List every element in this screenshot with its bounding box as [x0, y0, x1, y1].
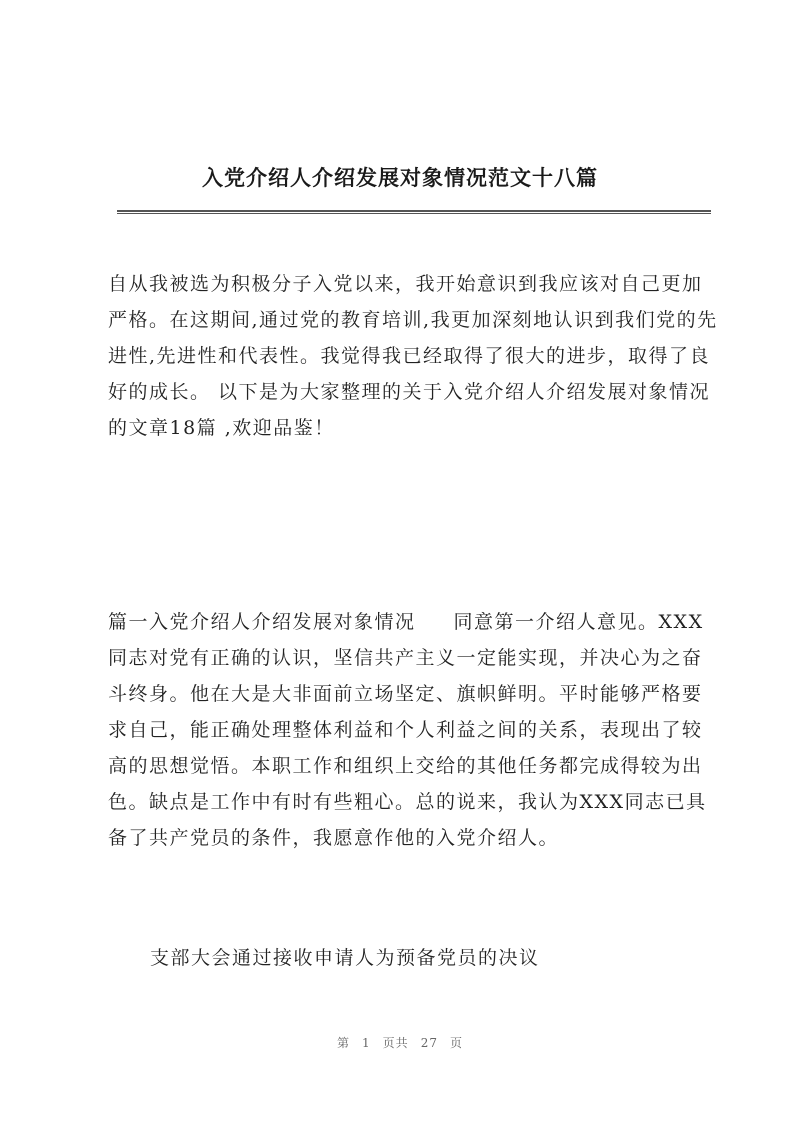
title-divider	[117, 210, 711, 214]
section-1-body: 同意第一介绍人意见。XXX同志对党有正确的认识，坚信共产主义一定能实现，并决心为之奋斗终身。他在大是大非面前立场坚定、旗帜鲜明。平时能够严格要求自己，能正确处理整体利益和个人利益之间的关系，表现出了较高的思想觉悟。本职工作和组织上交给的其他任务都完成得较为出色。缺点是工作中有时有些粗心。总的说来，我认为XXX同志已具备了共产党员的条件，我愿意作他的入党介绍人。	[108, 611, 707, 849]
document-title: 入党介绍人介绍发展对象情况范文十八篇	[202, 165, 598, 190]
footer-label-of: 页共	[382, 1036, 409, 1050]
footer-label-end: 页	[449, 1036, 463, 1050]
footer-label-page: 第	[337, 1036, 351, 1050]
subheading: 支部大会通过接收申请人为预备党员的决议	[150, 947, 540, 969]
section-1-paragraph	[108, 604, 718, 856]
intro-paragraph: 自从我被选为积极分子入党以来，我开始意识到我应该对自己更加严格。在这期间,通过党的教育培训,我更加深刻地认识到我们党的先进性,先进性和代表性。我觉得我已经取得了很大的进步，取得了良好的成长。 以下是为大家整理的关于入党介绍人介绍发展对象情况的文章18篇 ,欢迎品鉴！	[108, 273, 718, 439]
section-1-heading: 篇一入党介绍人介绍发展对象情况	[108, 611, 416, 633]
footer-total-pages: 27	[420, 1036, 438, 1050]
page-footer	[0, 1034, 800, 1051]
footer-current-page: 1	[362, 1036, 371, 1050]
